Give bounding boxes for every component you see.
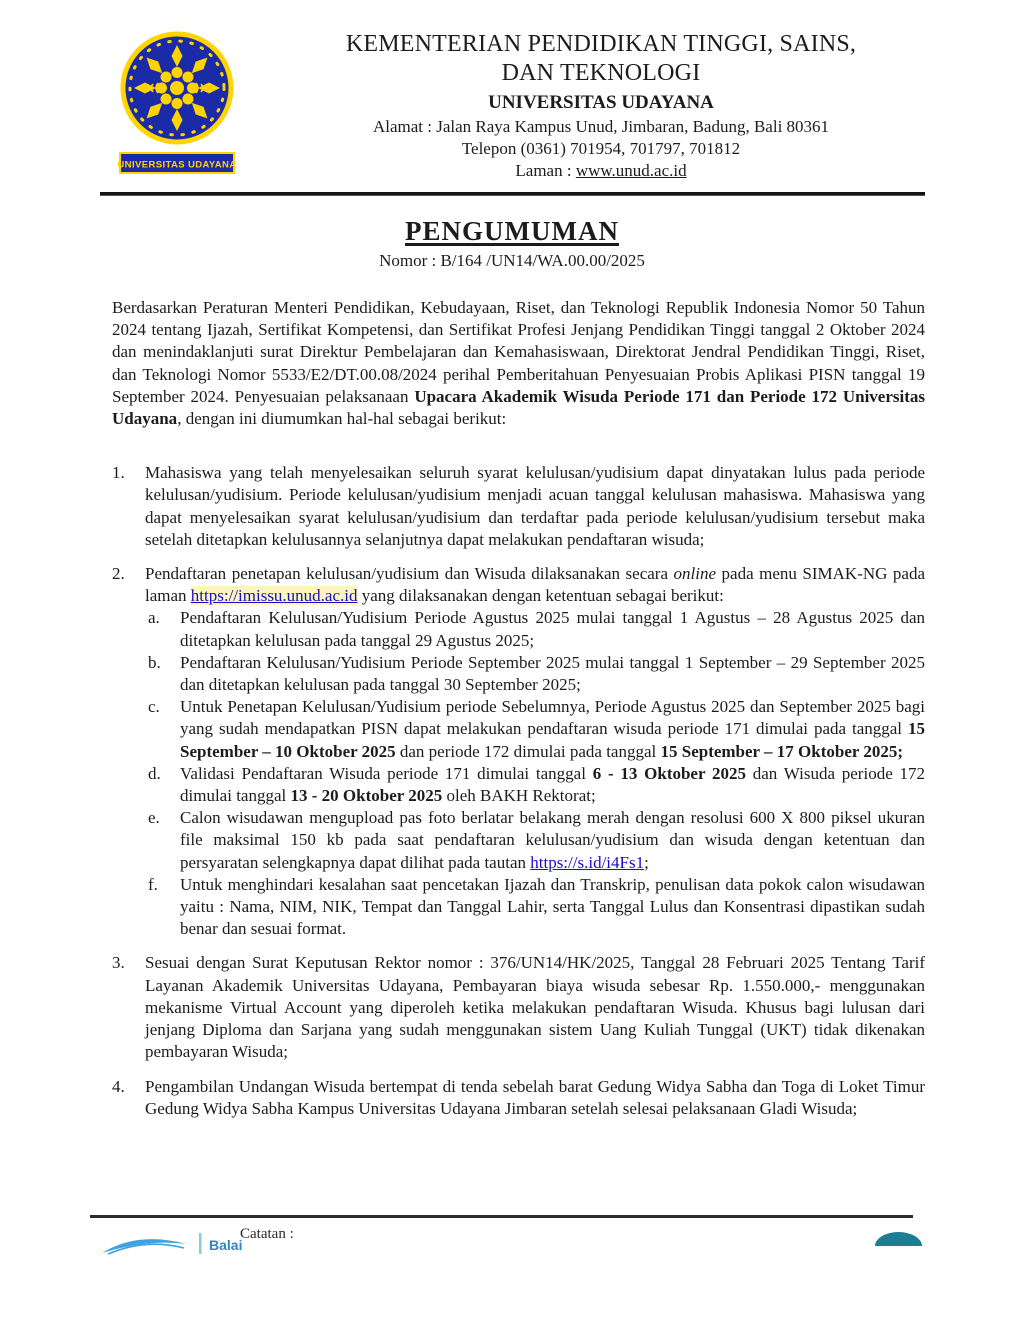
list-item xyxy=(112,1076,925,1120)
item-body xyxy=(145,563,925,940)
udayana-emblem-icon xyxy=(118,28,236,174)
page-footer xyxy=(0,1215,1024,1325)
list-item xyxy=(112,462,925,551)
footer-left-logo-label: Balai xyxy=(209,1237,243,1253)
logo-band-label: UNIVERSITAS UDAYANA xyxy=(118,159,236,171)
text-run: Upacara Akademik Wisuda Periode 171 dan Periode 172 Universitas Udayana xyxy=(112,386,925,429)
text-run: Berdasarkan Peraturan Menteri Pendidikan, Kebudayaan, Riset, dan Teknologi Republik Indonesia Nomor 50 Tahun 2024 tentang Ijazah, Sertifikat Kompetensi, dan Sertifikat Profesi Jenjang Pendidikan Tinggi tanggal 2 Oktober 2024 dan menindaklanjuti surat Direktur Pembelajaran dan Kemahasiswaan, Direktorat Jendral Pendidikan Tinggi, Riset, dan Teknologi Nomor 5533/E2/DT.00.08/2024 perihal Pemberitahuan Penyesuaian Probis Aplikasi PISN tanggal 19 September 2024. Penyesuaian pelaksanaan xyxy=(112,298,925,406)
text-run: 13 - 20 Oktober 2025 xyxy=(290,786,443,806)
text-run: 15 September – 10 Oktober 2025 xyxy=(180,719,925,761)
text-run: Pengambilan Undangan Wisuda bertempat di tenda sebelah barat Gedung Widya Sabha dan Toga di Loket Timur Gedung Widya Sabha Kampus Universitas Udayana Jimbaran setelah selesai pelaksanaan Gladi Wisuda; xyxy=(145,1076,925,1118)
sub-list-item xyxy=(145,874,925,941)
intro-paragraph xyxy=(112,297,925,430)
subitem-body xyxy=(180,696,925,763)
text-run: 6 - 13 Oktober 2025 xyxy=(592,763,746,783)
document-body xyxy=(112,297,925,1120)
subitem-body xyxy=(180,763,925,807)
sub-list-item xyxy=(145,696,925,763)
text-run: Untuk menghindari kesalahan saat pencetakan Ijazah dan Transkrip, penulisan data pokok calon wisudawan yaitu : Nama, NIM, NIK, Tempat dan Tanggal Lahir, serta Tanggal Lulus dan Konsentrasi dipastikan sudah benar dan sesuai format. xyxy=(180,874,925,939)
text-run: Sesuai dengan Surat Keputusan Rektor nomor : 376/UN14/HK/2025, Tanggal 28 Februari 2025 Tentang Tarif Layanan Akademik Universitas Udayana, Pembayaran biaya wisuda sebesar Rp. 1.550.000,- menggunakan mekanisme Virtual Account yang diperoleh ketika melakukan pendaftaran Wisuda. Khusus bagi lulusan dari jenjang Diploma dan Sarjana yang sudah menggunakan sistem Uang Kuliah Tunggal (UKT) tidak dikenakan pembayaran Wisuda; xyxy=(145,953,925,1062)
subitem-marker: e. xyxy=(148,808,160,828)
item-marker: 1. xyxy=(112,463,125,483)
item-body xyxy=(145,1076,925,1120)
document-number: Nomor : B/164 /UN14/WA.00.00/2025 xyxy=(379,251,645,270)
letterhead-text xyxy=(238,28,954,182)
list-item xyxy=(112,563,925,940)
text-run: Pendaftaran Kelulusan/Yudisium Periode September 2025 mulai tanggal 1 September – 29 September 2025 dan ditetapkan kelulusan pada tanggal 30 September 2025; xyxy=(180,652,925,695)
university-name: UNIVERSITAS UDAYANA xyxy=(488,92,714,113)
text-run: yang dilaksanakan dengan ketentuan sebagai berikut: xyxy=(357,586,724,606)
university-website-line xyxy=(248,160,954,182)
text-run: ; xyxy=(644,852,649,872)
subitem-marker: d. xyxy=(148,763,161,783)
sub-list xyxy=(145,607,925,940)
item-marker: 2. xyxy=(112,564,125,584)
subitem-body xyxy=(180,607,925,651)
text-run: dan Wisuda periode 172 dimulai tanggal xyxy=(180,763,925,806)
item-marker: 3. xyxy=(112,953,125,973)
text-run: Mahasiswa yang telah menyelesaikan seluruh syarat kelulusan/yudisium dapat dinyatakan lulus pada periode kelulusan/yudisium. Periode kelulusan/yudisium menjadi acuan tanggal kelulusan mahasiswa. Mahasiswa yang dapat menyelesaikan syarat kelulusan/yudisium dan terdaftar pada periode kelulusan/yudisium tersebut maka setelah ditetapkan kelulusannya selanjutnya dapat melakukan pendaftaran wisuda; xyxy=(145,463,925,549)
sub-list-item xyxy=(145,763,925,807)
university-website-link[interactable]: www.unud.ac.id xyxy=(575,161,687,180)
text-run: Validasi Pendaftaran Wisuda periode 171 dimulai tanggal xyxy=(180,763,593,783)
sub-list-item xyxy=(145,607,925,651)
subitem-marker: a. xyxy=(148,608,160,628)
text-run: Calon wisudawan mengupload pas foto berlatar belakang merah dengan resolusi 600 X 800 piksel ukuran file maksimal 150 kb pada saat pendaftaran kelulusan/yudisium dan wisuda dengan ketentuan dan persyaratan selengkapnya dapat dilihat pada tautan xyxy=(180,808,925,872)
ministry-name-line1: KEMENTERIAN PENDIDIKAN TINGGI, SAINS, xyxy=(345,31,857,57)
subitem-body xyxy=(180,874,925,941)
sub-list-item xyxy=(145,807,925,874)
text-run: Untuk Penetapan Kelulusan/Yudisium periode Sebelumnya, Periode Agustus 2025 dan September 2025 bagi yang sudah mendapatkan PISN dapat melakukan pendaftaran wisuda periode 171 dimulai pada tanggal xyxy=(180,697,925,739)
text-run: dan periode 172 dimulai pada tanggal xyxy=(395,741,661,761)
sub-list-item xyxy=(145,652,925,696)
item-body xyxy=(145,462,925,551)
text-run: oleh BAKH Rektorat; xyxy=(442,786,596,806)
letterhead xyxy=(0,0,1024,182)
subitem-marker: c. xyxy=(148,697,160,717)
footer-note-label: Catatan : xyxy=(240,1226,294,1242)
text-run: online xyxy=(673,564,717,584)
university-logo xyxy=(118,28,238,182)
list-item xyxy=(112,952,925,1063)
text-run: 15 September – 17 Oktober 2025; xyxy=(660,741,904,761)
subitem-marker: f. xyxy=(148,874,158,894)
subitem-marker: b. xyxy=(148,652,161,672)
text-run: pada menu SIMAK-NG pada laman xyxy=(145,564,926,606)
university-address: Alamat : Jalan Raya Kampus Unud, Jimbaran, Badung, Bali 80361 xyxy=(372,117,830,136)
subitem-body xyxy=(180,807,925,874)
website-label: Laman : xyxy=(515,161,576,180)
university-phone: Telepon (0361) 701954, 701797, 701812 xyxy=(461,139,741,158)
sid-link[interactable]: https://s.id/i4Fs1 xyxy=(530,852,645,872)
item-marker: 4. xyxy=(112,1076,125,1096)
item-body xyxy=(145,952,925,1063)
footer-divider xyxy=(90,1215,913,1218)
main-list xyxy=(112,462,925,1120)
text-run: Pendaftaran Kelulusan/Yudisium Periode Agustus 2025 mulai tanggal 1 Agustus – 28 Agustus 2025 dan ditetapkan kelulusan pada tanggal 29 Agustus 2025; xyxy=(180,608,925,650)
text-run: Pendaftaran penetapan kelulusan/yudisium dan Wisuda dilaksanakan secara xyxy=(145,564,674,584)
footer-dome-icon xyxy=(875,1232,922,1246)
letterhead-divider xyxy=(100,192,925,196)
text-run: , dengan ini diumumkan hal-hal sebagai berikut: xyxy=(177,409,507,429)
ministry-name-line2: DAN TEKNOLOGI xyxy=(501,60,701,86)
document-title: PENGUMUMAN xyxy=(405,216,619,246)
subitem-body xyxy=(180,652,925,696)
imissu-link[interactable]: https://imissu.unud.ac.id xyxy=(190,586,358,606)
